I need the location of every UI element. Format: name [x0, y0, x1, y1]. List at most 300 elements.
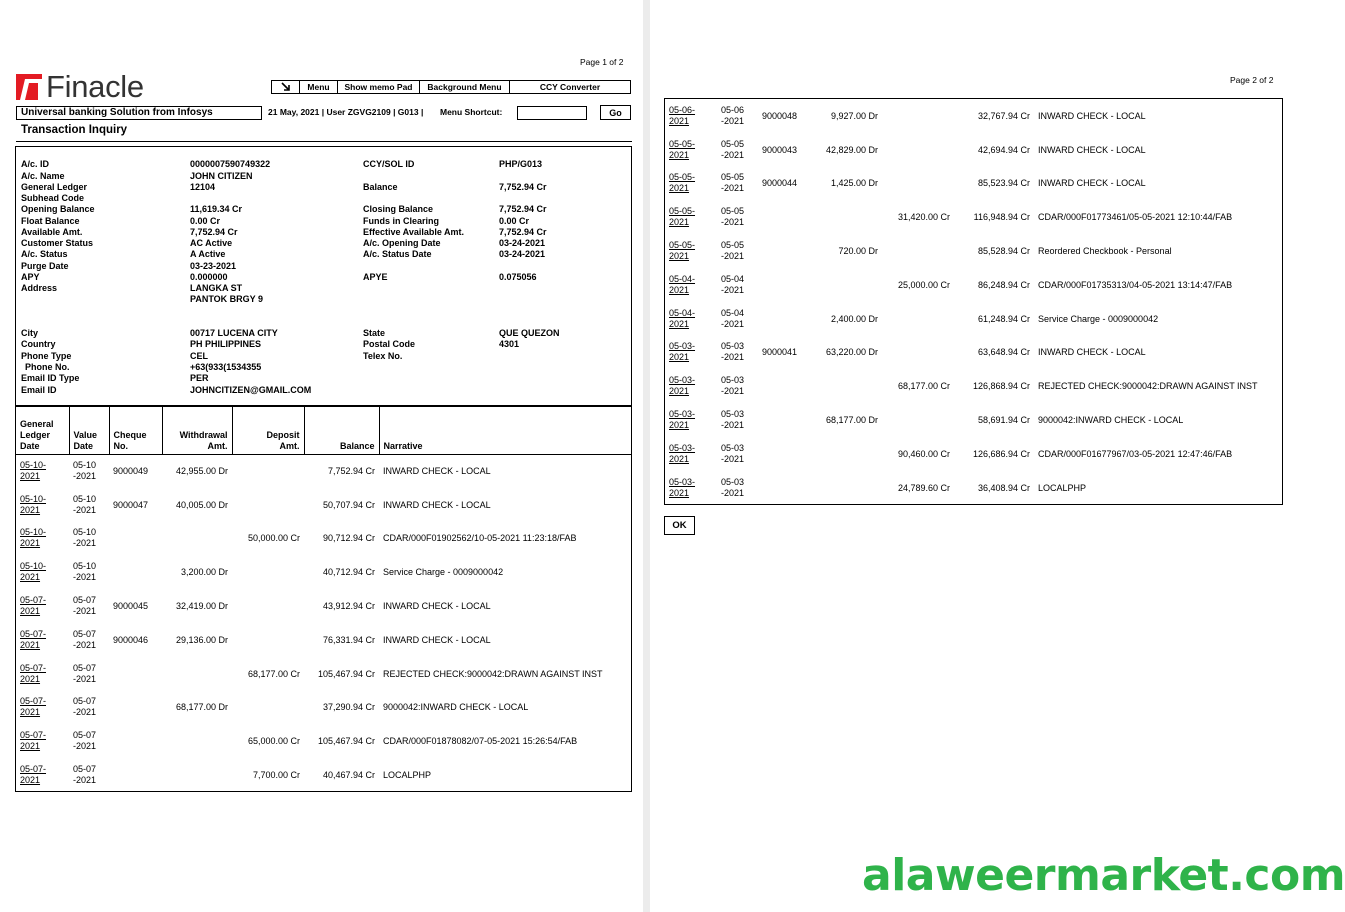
cell-narrative: CDAR/000F01677967/03-05-2021 12:47:46/FAB: [1038, 448, 1233, 459]
value-date-text: 05-03-2021: [721, 341, 745, 363]
gl-date-link[interactable]: 05-07-2021: [20, 696, 47, 718]
cell-narrative: CDAR/000F01878082/07-05-2021 15:26:54/FAB: [383, 736, 578, 747]
table-row: [665, 369, 1282, 403]
cell-value-date: [69, 555, 109, 589]
cell-cheque-number: 9000046: [113, 634, 149, 645]
phone-type-label: Phone Type: [21, 351, 72, 361]
cell-gl-date-link: [665, 336, 717, 370]
value-date-text: 05-10-2021: [73, 561, 97, 583]
value-date-text: 05-05-2021: [721, 240, 745, 262]
cell-cheque-number: [109, 555, 162, 589]
value-date-text: 05-07-2021: [73, 730, 97, 752]
cell-gl-date-link: [16, 522, 69, 556]
cell-gl-date-link: [665, 200, 717, 234]
cell-withdrawal-amount: 63,220.00 Dr: [825, 347, 878, 358]
email-type-label: Email ID Type: [21, 373, 80, 383]
cell-narrative: REJECTED CHECK:9000042:DRAWN AGAINST INST: [383, 668, 603, 679]
cell-narrative: INWARD CHECK - LOCAL: [1038, 178, 1146, 189]
cell-gl-date-link: [16, 657, 69, 691]
cell-narrative: 9000042:INWARD CHECK - LOCAL: [1038, 415, 1184, 426]
value-date-text: 05-03-2021: [721, 476, 745, 498]
cell-deposit-amount: [232, 555, 304, 589]
apy-label: APY: [21, 272, 40, 282]
cell-cheque-number: [758, 302, 812, 336]
state-label: State: [363, 328, 386, 338]
arrow-shortcut-icon: [281, 82, 291, 92]
ok-button[interactable]: OK: [664, 516, 695, 535]
ac-status-value: A Active: [190, 249, 226, 259]
cell-gl-date-link: [16, 724, 69, 758]
telex-label: Telex No.: [363, 351, 403, 361]
ccy-sol-label: CCY/SOL ID: [363, 159, 415, 169]
effective-label: Effective Available Amt.: [363, 227, 465, 237]
cell-balance-amount: 36,408.94 Cr: [977, 482, 1030, 493]
country-value: PH PHILIPPINES: [190, 339, 262, 349]
gl-date-link[interactable]: 05-03-2021: [669, 476, 696, 498]
gl-date-link[interactable]: 05-05-2021: [669, 206, 696, 228]
value-date-text: 05-07-2021: [73, 628, 97, 650]
customer-status-label: Customer Status: [21, 238, 94, 248]
cell-narrative: INWARD CHECK - LOCAL: [1038, 347, 1146, 358]
gl-date-link[interactable]: 05-03-2021: [669, 375, 696, 397]
ac-name-value: JOHN CITIZEN: [190, 171, 253, 181]
cell-value-date: [717, 234, 758, 268]
email-type-value: PER: [190, 373, 209, 383]
gl-date-link[interactable]: 05-07-2021: [20, 730, 47, 752]
cell-gl-date-link: [16, 488, 69, 522]
cell-withdrawal-amount: [812, 437, 882, 471]
cell-balance-amount: 40,467.94 Cr: [322, 770, 375, 781]
float-balance-value: 0.00 Cr: [190, 216, 221, 226]
cell-deposit-amount: 90,460.00 Cr: [897, 448, 950, 459]
divider: [16, 141, 632, 142]
cell-cheque-number: [109, 691, 162, 725]
col-cheque-header: Cheque No.: [109, 407, 162, 454]
table-row: [665, 302, 1282, 336]
gl-date-link[interactable]: 05-05-2021: [669, 172, 696, 194]
cell-withdrawal-amount: [162, 724, 232, 758]
col-balance-header: Balance: [304, 407, 379, 454]
cell-cheque-number: 9000045: [113, 601, 149, 612]
purge-date-value: 03-23-2021: [190, 261, 237, 271]
value-date-text: 05-10-2021: [73, 460, 97, 482]
cell-cheque-number: 9000044: [762, 178, 798, 189]
cell-balance-amount: 37,290.94 Cr: [322, 702, 375, 713]
cell-cheque-number: 9000041: [762, 347, 798, 358]
cell-deposit-amount: [232, 623, 304, 657]
opening-balance-value: 11,619.34 Cr: [190, 204, 243, 214]
phone-value: +63(933(1534355: [190, 362, 262, 372]
cell-value-date: [69, 691, 109, 725]
apye-label: APYE: [363, 272, 388, 282]
cell-withdrawal-amount: [162, 522, 232, 556]
cell-cheque-number: [109, 522, 162, 556]
gl-date-link[interactable]: 05-10-2021: [20, 527, 47, 549]
gl-date-link[interactable]: 05-10-2021: [20, 460, 47, 482]
cell-gl-date-link: [665, 268, 717, 302]
cell-value-date: [69, 758, 109, 792]
cell-withdrawal-amount: 9,927.00 Dr: [830, 110, 878, 121]
value-date-text: 05-10-2021: [73, 493, 97, 515]
cell-balance-amount: 58,691.94 Cr: [977, 415, 1030, 426]
cell-narrative: LOCALPHP: [383, 770, 432, 781]
value-date-text: 05-03-2021: [721, 442, 745, 464]
cell-gl-date-link: [16, 623, 69, 657]
cell-narrative: Service Charge - 0009000042: [1038, 313, 1159, 324]
cell-value-date: [717, 302, 758, 336]
opening-date-value: 03-24-2021: [499, 238, 546, 248]
cell-withdrawal-amount: [162, 657, 232, 691]
cell-value-date: [69, 623, 109, 657]
menu-shortcut-label: Menu Shortcut:: [440, 107, 503, 117]
cell-narrative: CDAR/000F01902562/10-05-2021 11:23:18/FAB: [383, 533, 577, 544]
transaction-table-page-2: [664, 98, 1283, 505]
cell-withdrawal-amount: 1,425.00 Dr: [830, 178, 878, 189]
cell-withdrawal-amount: 42,955.00 Dr: [175, 466, 228, 477]
col-narrative-header: Narrative: [379, 407, 631, 454]
cell-value-date: [717, 133, 758, 167]
table-row: [665, 234, 1282, 268]
effective-value: 7,752.94 Cr: [499, 227, 547, 237]
col-withdrawal-header: Withdrawal Amt.: [162, 407, 232, 454]
email-label: Email ID: [21, 385, 57, 395]
cell-narrative: INWARD CHECK - LOCAL: [383, 634, 491, 645]
opening-date-label: A/c. Opening Date: [363, 238, 441, 248]
table-row: [16, 691, 631, 725]
cell-gl-date-link: [665, 302, 717, 336]
cell-gl-date-link: [665, 471, 717, 505]
value-date-text: 05-06-2021: [721, 104, 745, 126]
cell-deposit-amount: [882, 234, 954, 268]
col-gl-date-header: General Ledger Date: [16, 407, 69, 454]
logo-text: Finacle: [46, 69, 144, 104]
table-row: [665, 268, 1282, 302]
status-date-value: 03-24-2021: [499, 249, 546, 259]
ccy-converter-button[interactable]: CCY Converter: [539, 82, 601, 92]
cell-cheque-number: 9000049: [113, 466, 149, 477]
gl-date-link[interactable]: 05-10-2021: [20, 561, 47, 583]
cell-gl-date-link: [16, 589, 69, 623]
value-date-text: 05-07-2021: [73, 595, 97, 617]
gl-date-link[interactable]: 05-07-2021: [20, 764, 47, 786]
cell-deposit-amount: 31,420.00 Cr: [897, 212, 950, 223]
value-date-text: 05-05-2021: [721, 138, 745, 160]
customer-status-value: AC Active: [190, 238, 233, 248]
transaction-table-page-1: [15, 406, 632, 792]
value-date-text: 05-04-2021: [721, 273, 745, 295]
menu-shortcut-input[interactable]: [517, 106, 587, 120]
cell-withdrawal-amount: [812, 471, 882, 505]
cell-deposit-amount: 25,000.00 Cr: [897, 279, 950, 290]
cell-deposit-amount: 68,177.00 Cr: [247, 668, 300, 679]
finacle-logo-icon: [16, 74, 42, 100]
value-date-text: 05-04-2021: [721, 307, 745, 329]
col-value-date-header: Value Date: [69, 407, 109, 454]
phone-type-value: CEL: [190, 351, 208, 361]
table-row: [16, 623, 631, 657]
cell-gl-date-link: [665, 437, 717, 471]
table-row: [16, 589, 631, 623]
cell-gl-date-link: [665, 369, 717, 403]
postal-code-label: Postal Code: [363, 339, 416, 349]
cell-value-date: [717, 403, 758, 437]
cell-withdrawal-amount: 40,005.00 Dr: [175, 499, 228, 510]
cell-withdrawal-amount: [812, 369, 882, 403]
cell-balance-amount: 126,686.94 Cr: [972, 448, 1030, 459]
menu-button[interactable]: Menu: [300, 81, 338, 93]
cell-deposit-amount: [882, 302, 954, 336]
cell-cheque-number: 9000047: [113, 499, 149, 510]
cell-balance-amount: 42,694.94 Cr: [977, 144, 1030, 155]
cell-withdrawal-amount: 2,400.00 Dr: [830, 313, 878, 324]
address-line-2: PANTOK BRGY 9: [190, 294, 264, 304]
table-row: [665, 403, 1282, 437]
city-value: 00717 LUCENA CITY: [190, 328, 278, 338]
cell-cheque-number: [758, 369, 812, 403]
gl-label: General Ledger: [21, 182, 88, 192]
cell-balance-amount: 85,523.94 Cr: [977, 178, 1030, 189]
ccy-sol-value: PHP/G013: [499, 159, 543, 169]
cell-balance-amount: 43,912.94 Cr: [322, 601, 375, 612]
cell-balance-amount: 63,648.94 Cr: [977, 347, 1030, 358]
cell-deposit-amount: 68,177.00 Cr: [897, 381, 950, 392]
table-row: [16, 657, 631, 691]
cell-gl-date-link: [665, 167, 717, 201]
gl-date-link[interactable]: 05-07-2021: [20, 628, 47, 650]
gl-date-link[interactable]: 05-05-2021: [669, 240, 696, 262]
cell-gl-date-link: [16, 454, 69, 488]
cell-deposit-amount: [232, 454, 304, 488]
cell-narrative: INWARD CHECK - LOCAL: [383, 466, 491, 477]
table-row: [665, 437, 1282, 471]
gl-date-link[interactable]: 05-07-2021: [20, 595, 47, 617]
balance-value: 7,752.94 Cr: [499, 182, 547, 192]
gl-date-link[interactable]: 05-05-2021: [669, 138, 696, 160]
cell-withdrawal-amount: [812, 200, 882, 234]
ac-status-label: A/c. Status: [21, 249, 68, 259]
email-value: JOHNCITIZEN@GMAIL.COM: [190, 385, 312, 395]
statement-page-2: [650, 0, 1293, 912]
table-row: [16, 758, 631, 792]
value-date-text: 05-03-2021: [721, 375, 745, 397]
address-label: Address: [21, 283, 58, 293]
closing-balance-label: Closing Balance: [363, 204, 434, 214]
cell-value-date: [717, 268, 758, 302]
table-row: [16, 488, 631, 522]
watermark: alaweermarket.com: [862, 850, 1345, 901]
cell-deposit-amount: 7,700.00 Cr: [252, 770, 300, 781]
cell-narrative: LOCALPHP: [1038, 482, 1087, 493]
cell-balance-amount: 90,712.94 Cr: [322, 533, 375, 544]
cell-withdrawal-amount: 32,419.00 Dr: [175, 601, 228, 612]
cell-deposit-amount: [232, 488, 304, 522]
cell-cheque-number: [109, 758, 162, 792]
apye-value: 0.075056: [499, 272, 537, 282]
table-row: [665, 133, 1282, 167]
cell-narrative: INWARD CHECK - LOCAL: [1038, 110, 1146, 121]
page-title: Transaction Inquiry: [21, 124, 128, 136]
cell-cheque-number: [758, 437, 812, 471]
cell-cheque-number: [109, 724, 162, 758]
statement-page-1: [0, 0, 643, 912]
table-row: [665, 471, 1282, 505]
gl-date-link[interactable]: 05-03-2021: [669, 341, 696, 363]
transaction-rows: [665, 99, 1282, 505]
page-gutter: [643, 0, 650, 912]
cell-cheque-number: 9000048: [762, 110, 798, 121]
value-date-text: 05-07-2021: [73, 662, 97, 684]
gl-date-link[interactable]: 05-10-2021: [20, 493, 47, 515]
cell-withdrawal-amount: [812, 268, 882, 302]
cell-deposit-amount: 65,000.00 Cr: [247, 736, 300, 747]
cell-narrative: Service Charge - 0009000042: [383, 567, 504, 578]
cell-gl-date-link: [665, 99, 717, 133]
cell-balance-amount: 61,248.94 Cr: [977, 313, 1030, 324]
cell-value-date: [717, 369, 758, 403]
cell-cheque-number: [758, 268, 812, 302]
table-row: [665, 336, 1282, 370]
cell-value-date: [717, 200, 758, 234]
cell-narrative: INWARD CHECK - LOCAL: [383, 601, 491, 612]
cell-value-date: [69, 589, 109, 623]
cell-deposit-amount: [882, 133, 954, 167]
cell-gl-date-link: [665, 403, 717, 437]
postal-code-value: 4301: [499, 339, 520, 349]
value-date-text: 05-03-2021: [721, 409, 745, 431]
cell-withdrawal-amount: 29,136.00 Dr: [175, 634, 228, 645]
cell-value-date: [69, 488, 109, 522]
table-row: [16, 724, 631, 758]
gl-date-link[interactable]: 05-07-2021: [20, 662, 47, 684]
available-value: 7,752.94 Cr: [190, 227, 238, 237]
cell-cheque-number: 9000043: [762, 144, 798, 155]
value-date-text: 05-07-2021: [73, 696, 97, 718]
table-row: [665, 99, 1282, 133]
background-menu-button[interactable]: Background Menu: [420, 81, 510, 93]
purge-date-label: Purge Date: [21, 261, 69, 271]
cell-cheque-number: [109, 657, 162, 691]
cell-narrative: INWARD CHECK - LOCAL: [383, 499, 491, 510]
ac-id-value: 0000007590749322: [190, 159, 271, 169]
cell-gl-date-link: [16, 555, 69, 589]
cell-gl-date-link: [665, 234, 717, 268]
table-row: [16, 454, 631, 488]
shortcut-arrow-button[interactable]: [272, 81, 300, 93]
col-deposit-header: Deposit Amt.: [232, 407, 304, 454]
session-info: 21 May, 2021 | User ZGVG2109 | G013 |: [268, 107, 424, 117]
funds-clearing-value: 0.00 Cr: [499, 216, 530, 226]
cell-value-date: [717, 99, 758, 133]
cell-value-date: [717, 471, 758, 505]
value-date-text: 05-07-2021: [73, 764, 97, 786]
finacle-logo: [16, 71, 144, 103]
cell-balance-amount: 32,767.94 Cr: [977, 110, 1030, 121]
cell-deposit-amount: 50,000.00 Cr: [247, 533, 300, 544]
cell-narrative: Reordered Checkbook - Personal: [1038, 246, 1172, 257]
cell-value-date: [69, 724, 109, 758]
gl-date-link[interactable]: 05-04-2021: [669, 273, 696, 295]
ac-id-label: A/c. ID: [21, 159, 50, 169]
table-row: [665, 167, 1282, 201]
cell-narrative: CDAR/000F01735313/04-05-2021 13:14:47/FAB: [1038, 279, 1233, 290]
gl-date-link[interactable]: 05-03-2021: [669, 409, 696, 431]
cell-deposit-amount: 24,789.60 Cr: [897, 482, 950, 493]
cell-cheque-number: [758, 403, 812, 437]
cell-balance-amount: 85,528.94 Cr: [977, 246, 1030, 257]
address-line-1: LANGKA ST: [190, 283, 243, 293]
show-memo-pad-button[interactable]: Show memo Pad: [338, 81, 420, 93]
opening-balance-label: Opening Balance: [21, 204, 95, 214]
cell-gl-date-link: [16, 691, 69, 725]
table-row: [665, 200, 1282, 234]
cell-balance-amount: 40,712.94 Cr: [322, 567, 375, 578]
page-number: Page 1 of 2: [580, 57, 624, 67]
cell-withdrawal-amount: 68,177.00 Dr: [825, 415, 878, 426]
cell-balance-amount: 50,707.94 Cr: [322, 499, 375, 510]
table-header-row: [16, 407, 631, 454]
state-value: QUE QUEZON: [499, 328, 560, 338]
table-row: [16, 555, 631, 589]
gl-date-link[interactable]: 05-04-2021: [669, 307, 696, 329]
transaction-rows: [16, 454, 631, 792]
apy-value: 0.000000: [190, 272, 228, 282]
float-balance-label: Float Balance: [21, 216, 80, 226]
cell-withdrawal-amount: 68,177.00 Dr: [175, 702, 228, 713]
gl-date-link[interactable]: 05-03-2021: [669, 442, 696, 464]
cell-deposit-amount: [232, 691, 304, 725]
cell-value-date: [717, 437, 758, 471]
closing-balance-value: 7,752.94 Cr: [499, 204, 547, 214]
cell-deposit-amount: [882, 167, 954, 201]
cell-deposit-amount: [882, 99, 954, 133]
subhead-label: Subhead Code: [21, 193, 85, 203]
value-date-text: 05-05-2021: [721, 206, 745, 228]
cell-withdrawal-amount: 720.00 Dr: [838, 246, 878, 257]
cell-value-date: [69, 522, 109, 556]
cell-cheque-number: [758, 234, 812, 268]
cell-narrative: 9000042:INWARD CHECK - LOCAL: [383, 702, 529, 713]
cell-value-date: [69, 454, 109, 488]
cell-balance-amount: 105,467.94 Cr: [317, 668, 375, 679]
country-label: Country: [21, 339, 56, 349]
value-date-text: 05-05-2021: [721, 172, 745, 194]
city-label: City: [21, 328, 39, 338]
gl-value: 12104: [190, 182, 216, 192]
cell-cheque-number: [758, 471, 812, 505]
cell-withdrawal-amount: 42,829.00 Dr: [825, 144, 878, 155]
cell-deposit-amount: [882, 336, 954, 370]
phone-label: Phone No.: [25, 362, 70, 372]
cell-balance-amount: 105,467.94 Cr: [317, 736, 375, 747]
cell-narrative: INWARD CHECK - LOCAL: [1038, 144, 1146, 155]
status-date-label: A/c. Status Date: [363, 249, 432, 259]
available-label: Available Amt.: [21, 227, 83, 237]
cell-narrative: CDAR/000F01773461/05-05-2021 12:10:44/FAB: [1038, 212, 1233, 223]
cell-value-date: [717, 336, 758, 370]
gl-date-link[interactable]: 05-06-2021: [669, 104, 696, 126]
go-button[interactable]: Go: [600, 105, 631, 120]
value-date-text: 05-10-2021: [73, 527, 97, 549]
page-number: Page 2 of 2: [1230, 75, 1274, 85]
cell-cheque-number: [758, 200, 812, 234]
cell-balance-amount: 86,248.94 Cr: [977, 279, 1030, 290]
cell-deposit-amount: [882, 403, 954, 437]
cell-deposit-amount: [232, 589, 304, 623]
cell-balance-amount: 7,752.94 Cr: [327, 466, 375, 477]
cell-gl-date-link: [665, 133, 717, 167]
cell-value-date: [69, 657, 109, 691]
tagline: Universal banking Solution from Infosys: [16, 106, 262, 120]
